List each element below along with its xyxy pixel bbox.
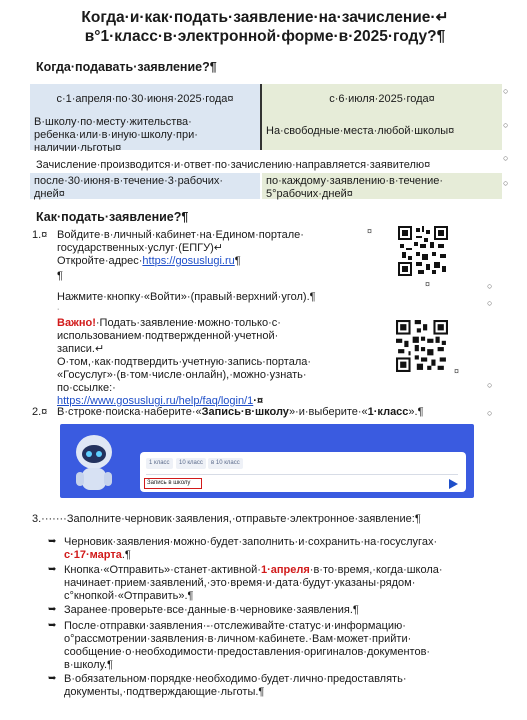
chip-10-class[interactable]: 10 класс <box>176 458 206 469</box>
arrow-bullet-icon: ➥ <box>48 620 57 631</box>
date-april-1: 1·апреля <box>260 564 310 576</box>
document-title <box>30 8 500 46</box>
circle-mark: ○ <box>487 281 493 291</box>
send-arrow-icon[interactable] <box>449 479 458 489</box>
col1-row1-line2: ребенка·или·в·иную·школу·при· <box>34 129 198 141</box>
qr-code-icon <box>396 320 448 372</box>
cell-end-mark: ¤ <box>454 366 460 376</box>
col2-row3-line1: по·каждому·заявлению·в·течение· <box>266 175 444 187</box>
step2-mid: »·и·выберите·« <box>288 406 368 418</box>
step3-text: 3.·······Заполните·черновик·заявления,·отправьте·электронное·заявление:¶ <box>32 513 421 525</box>
circle-mark: ○ <box>503 120 509 130</box>
col1-header: с·1·апреля·по·30·июня·2025·года¤ <box>30 84 260 114</box>
bullet-send-line2: начинает·прием·заявлений,·это·время·и·дата·будут·указаны·рядом· <box>64 577 416 589</box>
bullet-send-line3: с°кнопкой·«Отправить».¶ <box>64 590 194 602</box>
search-panel <box>140 452 466 492</box>
bullet-track-line1: После·отправки·заявления·-·отслеживайте·статус·и·информацию· <box>64 620 406 632</box>
confirm-line1: О·том,·как·подтвердить·учетную·запись·портала· <box>57 356 312 368</box>
circle-mark: ○ <box>487 380 493 390</box>
bullet-track-line3: сообщение·о·необходимости·предоставления·оригиналов·документов· <box>64 646 431 658</box>
bullet-track-line2: о°рассмотрении·заявления·в·личном·кабинете.·Вам·может·прийти· <box>64 633 412 645</box>
important-line2: использованием·подтвержденной·учетной· <box>57 330 279 342</box>
bullet-benefits-docs <box>64 673 504 699</box>
chip-1-class[interactable]: 1 класс <box>146 458 173 469</box>
confirm-line2: «Госуслуг»·(в·том·числе·онлайн),·можно·узнать· <box>57 369 307 381</box>
bullet-send-button <box>64 564 504 603</box>
step2-query: Запись·в·школу <box>201 406 289 418</box>
circle-mark: ○ <box>503 153 509 163</box>
col2-row3 <box>262 173 502 199</box>
pilcrow-line: ¶ <box>57 270 63 282</box>
col1-row3 <box>30 173 260 199</box>
tiny-mark: · <box>57 306 60 313</box>
pilcrow: ¶ <box>234 255 241 267</box>
gosuslugi-link[interactable]: https://gosuslugi.ru <box>142 255 235 267</box>
step1-number: 1.¤ <box>32 229 48 241</box>
cell-end-mark: ¤ <box>367 226 373 236</box>
circle-mark: ○ <box>503 178 509 188</box>
arrow-bullet-icon: ➥ <box>48 673 57 684</box>
cell-end-mark: ·¤ <box>253 395 264 407</box>
cell-end-mark: ¤ <box>425 279 431 289</box>
chip-in-10-class[interactable]: в 10 класс <box>208 458 243 469</box>
help-link[interactable]: https://www.gosuslugi.ru/help/faq/login/1 <box>57 395 254 407</box>
important-label: Важно! <box>57 317 96 329</box>
arrow-bullet-icon: ➥ <box>48 536 57 547</box>
important-line1: ·Подать·заявление·можно·только·с· <box>95 317 281 329</box>
step2-prefix: В·строке·поиска·наберите·« <box>57 406 202 418</box>
bullet-benefits-line1: В·обязательном·порядке·необходимо·будет·лично·предоставлять· <box>64 673 407 685</box>
arrow-bullet-icon: ➥ <box>48 604 57 615</box>
important-line3: записи.↵ <box>57 343 105 355</box>
search-screenshot <box>60 424 474 498</box>
important-block <box>57 317 387 408</box>
step2-number: 2.¤ <box>32 406 48 418</box>
bullet-track-line4: в·школу.¶ <box>64 659 113 671</box>
circle-mark: ○ <box>487 298 493 308</box>
date-march-17: с·17·марта <box>64 549 122 561</box>
confirm-line3: по·ссылке:· <box>57 382 116 394</box>
bullet-send-post: ·в·то·время,·когда·школа· <box>309 564 443 576</box>
qr-code-icon <box>398 226 448 276</box>
bullet-send-pre: Кнопка·«Отправить»·станет·активной· <box>64 564 261 576</box>
step2-choice: 1·класс <box>367 406 409 418</box>
title-line-2: в°1·класс·в·электронной·форме·в·2025·году?¶ <box>84 28 446 45</box>
bullet-benefits-line2: документы,·подтверждающие·льготы.¶ <box>64 686 265 698</box>
col1-row3-line2: дней¤ <box>34 188 65 200</box>
step1-line3 <box>57 255 387 268</box>
robot-mascot-icon <box>72 430 116 496</box>
title-line-1: Когда·и·как·подать·заявление·на·зачисление·↵ <box>81 9 449 26</box>
open-address-label: Откройте·адрес· <box>57 255 143 267</box>
step1-text <box>57 229 387 268</box>
col1-row1-line3: наличии·льготы¤ <box>34 142 122 154</box>
how-heading: Как·подать·заявление?¶ <box>36 210 189 224</box>
bullet-draft-line1: Черновик·заявления·можно·будет·заполнить·и·сохранить·на·госуслугах· <box>64 536 438 548</box>
when-heading: Когда·подавать·заявление?¶ <box>36 60 217 74</box>
step2-suffix: ».¶ <box>408 406 424 418</box>
arrow-bullet-icon: ➥ <box>48 564 57 575</box>
bullet-track-status <box>64 620 504 672</box>
col2-header: с·6·июля·2025·года¤ <box>262 84 502 114</box>
col1-row3-line1: после·30·июня·в·течение·3·рабочих· <box>34 175 224 187</box>
step1-line1: Войдите·в·личный·кабинет·на·Едином·портале· <box>57 229 304 241</box>
table-note: Зачисление·производится·и·ответ·по·зачислению·направляется·заявителю¤ <box>36 159 431 171</box>
login-instruction: Нажмите·кнопку·«Войти»·(правый·верхний·угол).¶ <box>57 291 316 303</box>
circle-mark: ○ <box>487 408 493 418</box>
bullet-draft-end: .¶ <box>121 549 131 561</box>
circle-mark: ○ <box>503 86 509 96</box>
bullet-draft <box>64 536 504 562</box>
bullet-check-data: Заранее·проверьте·все·данные·в·черновике·заявления.¶ <box>64 604 359 616</box>
step1-line2: государственных·услуг·(ЕПГУ)↵ <box>57 242 223 254</box>
step2-text <box>57 406 497 419</box>
search-input[interactable]: Запись в школу <box>144 478 202 489</box>
col2-row1: На·свободные·места·любой·школы¤ <box>262 114 502 150</box>
col1-row1-line1: В·школу·по·месту·жительства· <box>34 116 192 128</box>
col2-row3-line2: 5°рабочих·дней¤ <box>266 188 353 200</box>
col1-row1 <box>30 114 260 154</box>
